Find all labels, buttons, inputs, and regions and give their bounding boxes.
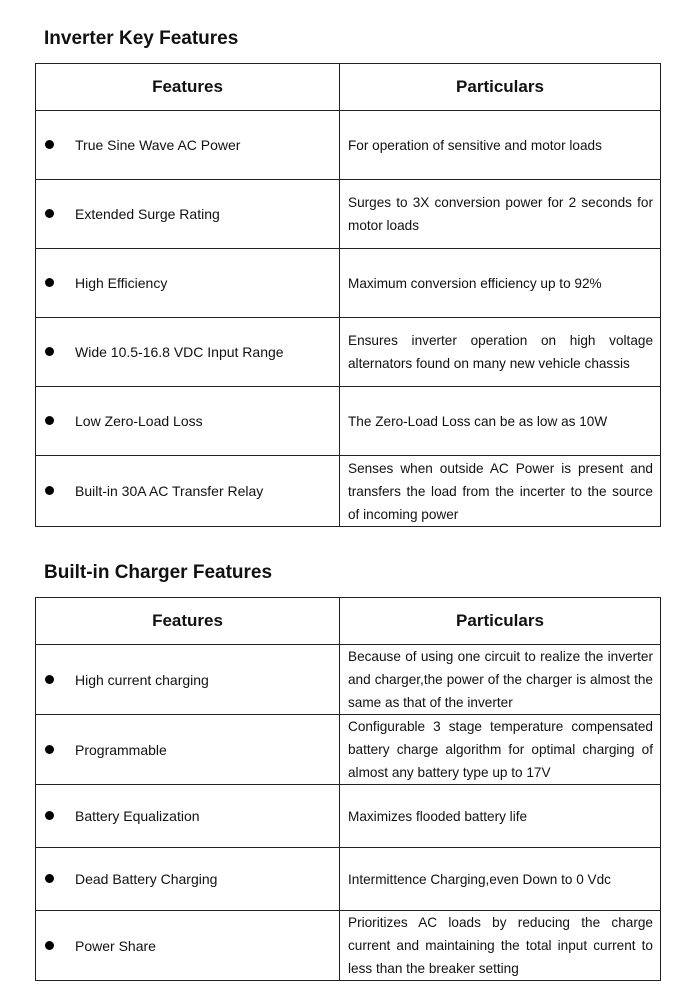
- table-row: [36, 848, 661, 911]
- bullet-icon: [45, 140, 54, 149]
- feature-cell: [36, 180, 340, 249]
- particulars-column-header: Particulars: [340, 598, 661, 645]
- particulars-cell: Ensures inverter operation on high voltage alternators found on many new vehicle chassis: [340, 318, 661, 387]
- inverter-features-table: [35, 63, 661, 527]
- bullet-icon: [45, 941, 54, 950]
- particulars-cell: Surges to 3X conversion power for 2 seconds for motor loads: [340, 180, 661, 249]
- table-row: [36, 715, 661, 785]
- particulars-cell: Maximizes flooded battery life: [340, 785, 661, 848]
- feature-label: High current charging: [75, 671, 209, 688]
- feature-cell: [36, 911, 340, 981]
- table-row: [36, 456, 661, 527]
- table-row: [36, 318, 661, 387]
- feature-label: High Efficiency: [75, 275, 168, 291]
- feature-cell: [36, 848, 340, 911]
- bullet-icon: [45, 209, 54, 218]
- feature-label: True Sine Wave AC Power: [75, 137, 241, 153]
- feature-cell: [36, 645, 340, 715]
- feature-label: Wide 10.5-16.8 VDC Input Range: [75, 344, 284, 360]
- charger-section-title: Built-in Charger Features: [44, 562, 273, 583]
- bullet-icon: [45, 486, 54, 495]
- particulars-cell: Because of using one circuit to realize the inverter and charger,the power of the charger is almost the same as that of the inverter: [340, 645, 661, 715]
- table-row: [36, 785, 661, 848]
- bullet-icon: [45, 745, 54, 754]
- particulars-cell: Intermittence Charging,even Down to 0 Vdc: [340, 848, 661, 911]
- particulars-cell: Maximum conversion efficiency up to 92%: [340, 249, 661, 318]
- particulars-cell: Senses when outside AC Power is present and transfers the load from the incerter to the source of incoming power: [340, 456, 661, 527]
- particulars-cell: For operation of sensitive and motor loads: [340, 111, 661, 180]
- feature-cell: [36, 318, 340, 387]
- table-row: [36, 111, 661, 180]
- feature-cell: [36, 249, 340, 318]
- bullet-icon: [45, 416, 54, 425]
- table-row: [36, 180, 661, 249]
- feature-label: Power Share: [75, 937, 156, 954]
- feature-label: Extended Surge Rating: [75, 206, 220, 222]
- feature-label: Dead Battery Charging: [75, 871, 218, 887]
- feature-cell: [36, 715, 340, 785]
- table-row: [36, 387, 661, 456]
- features-column-header: Features: [36, 64, 340, 111]
- table-row: [36, 645, 661, 715]
- bullet-icon: [45, 347, 54, 356]
- feature-cell: [36, 111, 340, 180]
- feature-label: Programmable: [75, 741, 167, 758]
- table-row: [36, 249, 661, 318]
- features-column-header: Features: [36, 598, 340, 645]
- table-header-row: [36, 64, 661, 111]
- particulars-cell: Prioritizes AC loads by reducing the charge current and maintaining the total input current to less than the breaker setting: [340, 911, 661, 981]
- bullet-icon: [45, 278, 54, 287]
- feature-cell: [36, 785, 340, 848]
- feature-label: Battery Equalization: [75, 808, 200, 824]
- bullet-icon: [45, 874, 54, 883]
- feature-label: Low Zero-Load Loss: [75, 413, 203, 429]
- table-header-row: [36, 598, 661, 645]
- feature-label: Built-in 30A AC Transfer Relay: [75, 483, 264, 499]
- charger-features-table: [35, 597, 661, 981]
- particulars-column-header: Particulars: [340, 64, 661, 111]
- feature-cell: [36, 456, 340, 527]
- bullet-icon: [45, 811, 54, 820]
- particulars-cell: Configurable 3 stage temperature compensated battery charge algorithm for optimal charging of almost any battery type up to 17V: [340, 715, 661, 785]
- particulars-cell: The Zero-Load Loss can be as low as 10W: [340, 387, 661, 456]
- feature-cell: [36, 387, 340, 456]
- table-row: [36, 911, 661, 981]
- inverter-section-title: Inverter Key Features: [44, 28, 239, 49]
- bullet-icon: [45, 675, 54, 684]
